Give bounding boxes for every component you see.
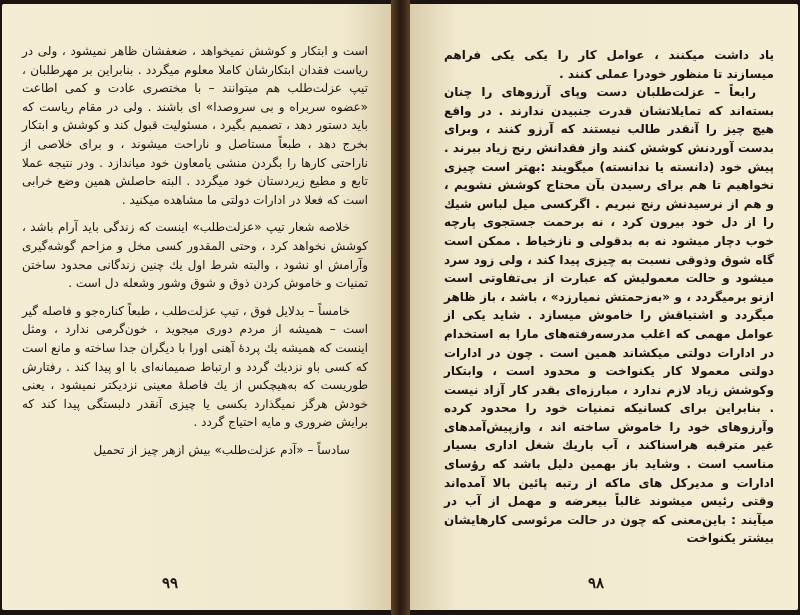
- paragraph: سادساً – «آدم عزلت‌طلب» بیش ازهر چیز از تحمیل: [93, 442, 350, 457]
- paragraph: است و ابتکار و کوشش نمیخواهد ، ضعفشان ظاهر نمیشود ، ولی در ریاست فقدان ابتکارشان کاملا معلوم میگردد . بنابراین بر مهرطلبان ، تیپ عزلت‌طلب هم میتوانند – با مختصری عادت و کمی اطاعت «عضوه سربراه و بی سروصدا» ای باشند . ولی در مقام ریاست که باید دستور دهد ، تصمیم بگیرد ، مسئولیت قبول کند و کوشش و ابتکار بخرج دهد ، طبعاً مستاصل و ناراحت میشوند ، و برای خلاصی از ناراحتی کارها را بگردن منشی یامعاون خود میاندازد . ودر نتیجه عملا تابع و مطیع زیردستان خود میگردد . البته حاصلش همین وضع خرابی است که فعلا در ادارات دولتی ما مشاهده میکنید .: [22, 44, 368, 207]
- page-number: ۹۸: [588, 574, 605, 592]
- paragraph: خلاصه شعار تیپ «عزلت‌طلب» اینست که زندگی باید آرام باشد ، کوشش نخواهد کرد ، وحتی المقدور کسی مخل و مزاحم گوشه‌گیری وآرامش او نشود ، والبته شرط اول یك چنین زندگانی محدود ساختن تمنیات و خاموش کردن ذوق و شوق وشور وشعله‌ دل است .: [22, 220, 368, 291]
- book-gutter: [391, 0, 410, 615]
- paragraph: خامساً – بدلایل فوق ، تیپ عزلت‌طلب ، طبعاً کناره‌جو و فاصله گیر است – همیشه از مردم دوری میجوید ، خون‌گرمی ندارد ، ومثل اینست که همیشه یك پردهٔ آهنی اورا با دیگران جدا ساخته و مانع است که کسی باو نزدیك گردد و ارتباط صمیمانه‌ای با او پیدا کند . رفتارش طوریست که به‌هیچکس از یك فاصلهٔ معینی نزدیکتر نمیشود ، یعنی خودش هرگز نمیگذارد بکسی یا چیزی آنقدر دلبستگی پیدا کند که برایش ضروری و مایه احتیاج گردد .: [22, 303, 368, 430]
- left-page-text: [22, 42, 368, 459]
- left-page: [2, 4, 391, 610]
- paragraph: رابعاً – عزلت‌طلبان دست وپای آرزوهای را چنان بسته‌اند که تمایلاتشان قدرت جنبیدن ندارند . در واقع هیچ چیز را آنقدر طالب نیستند که آرزو کنند ، وبرای بدست آوردنش کوشش کنند واز فقدانش رنج زیاد ببرند . پیش خود (دانسته یا ندانسته) میگویند :بهتر است چیزی نخواهیم تا هم برای رسیدن بآن محتاج کوشش نشویم ، و هم از نرسیدنش رنج نبریم . اگرکسی میل لباس شیك را از دل خود بیرون کرد ، نه برحمت جستجوی پارچه خوب دچار میشود نه به بدقولی و نازخیاط . ممکن است گاه شوق وذوقی نسبت به چیزی پیدا کند ، ولی زود سرد میشود و حالت معمولیش که عبارت از بی‌تفاوتی است ازنو برمیگردد ، و «به‌زحمتش نمیارزد» ، باشد ، باز ظاهر میگردد و اشتیاقش را خاموش میسازد . شاید یکی از عوامل مهمی که اغلب مدرسه‌رفته‌های مارا به استخدام در ادارات دولتی میکشاند همین است . چون در ادارات دولتی معمولا کار یکنواخت و محدود است ، وابتکار وکوشش زیاد لازم ندارد ، مبارزه‌ای بقدر کار آزاد نیست . بنابراین برای کسانیکه تمنیات خود را محدود کرده وآرزوهای خود را خاموش ساخته اند ، وازپیش‌آمدهای غیر مترقبه هراسناکند ، آب باریك شغل اداری بسیار مناسب است . وشاید باز بهمین دلیل باشد که رؤسای ادارات و مدیرکل های ماکه از رتبه پائین بالا آمده‌اند وقتی رئیس میشوند غالباً بیعرضه و مهمل از آب در میآیند : باین‌معنی که چون در حالت مرئوسی کارهایشان بیشتر یکنواخت: [444, 85, 774, 546]
- right-page-text: [444, 46, 774, 548]
- right-page: [410, 4, 798, 610]
- paragraph: یاد داشت میکنند ، عوامل کار را یکی یکی فراهم میسازند تا منظور خودرا عملی کنند .: [444, 48, 774, 81]
- page-number: ۹۹: [162, 574, 179, 592]
